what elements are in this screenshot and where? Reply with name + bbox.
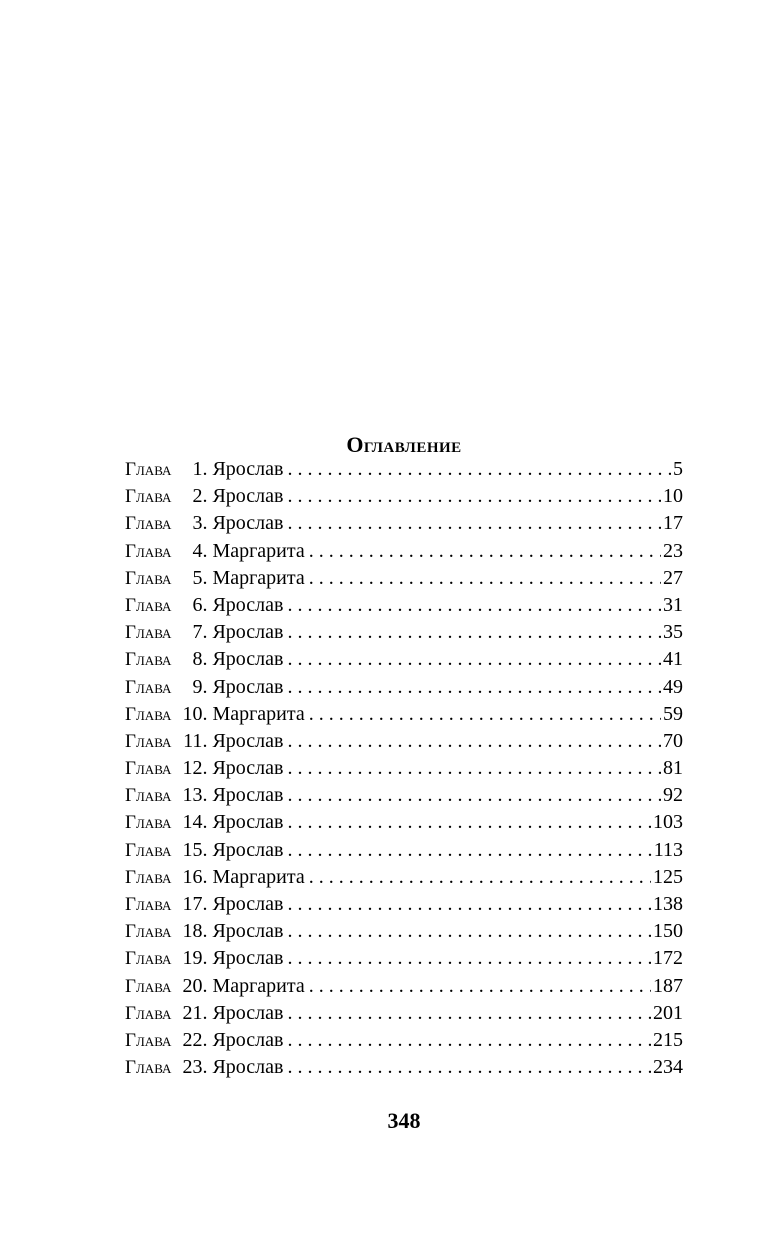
chapter-title: Ярослав: [212, 1056, 284, 1079]
chapter-title: Ярослав: [212, 893, 284, 915]
chapter-number: 15: [182, 838, 203, 861]
chapter-number: 5: [192, 566, 203, 589]
toc-entry-18: [125, 918, 683, 945]
chapter-separator: .: [202, 838, 208, 861]
dot-leader: [283, 1054, 651, 1081]
toc-entry-10: [125, 701, 683, 728]
chapter-label: Глава: [125, 730, 172, 752]
dot-leader: [283, 891, 651, 918]
chapter-number: 22: [182, 1028, 203, 1051]
toc-entry-16: [125, 864, 683, 891]
chapter-number: 19: [182, 947, 203, 970]
chapter-label: Глава: [125, 1029, 172, 1051]
chapter-title: Маргарита: [212, 566, 305, 589]
chapter-title: Ярослав: [212, 458, 284, 480]
chapter-separator: .: [202, 784, 208, 807]
chapter-page-number: 70: [663, 729, 683, 752]
chapter-page-number: 35: [663, 621, 683, 644]
chapter-label: Глава: [125, 567, 172, 589]
dot-leader: [283, 510, 661, 537]
chapter-page-number: 234: [653, 1056, 683, 1079]
toc-entry-12: [125, 755, 683, 782]
chapter-page-number: 215: [653, 1028, 683, 1051]
dot-leader: [305, 538, 661, 565]
chapter-title: Ярослав: [212, 757, 284, 780]
chapter-separator: .: [202, 566, 208, 589]
chapter-number: 17: [182, 893, 203, 915]
chapter-separator: .: [202, 485, 208, 508]
chapter-title: Ярослав: [212, 920, 284, 943]
toc-entry-15: [125, 837, 683, 864]
chapter-number: 7: [192, 621, 203, 644]
chapter-page-number: 172: [653, 947, 683, 970]
dot-leader: [283, 483, 661, 510]
chapter-separator: .: [202, 539, 208, 562]
chapter-label: Глава: [125, 1002, 172, 1024]
chapter-title: Ярослав: [212, 621, 284, 644]
chapter-number: 1: [192, 458, 203, 480]
chapter-number: 18: [182, 920, 203, 943]
chapter-label: Глава: [125, 948, 172, 970]
dot-leader: [283, 1027, 651, 1054]
chapter-label: Глава: [125, 676, 172, 698]
toc-entry-1: [125, 456, 683, 483]
dot-leader: [283, 809, 651, 836]
chapter-label: Глава: [125, 921, 172, 943]
chapter-page-number: 138: [653, 893, 683, 915]
chapter-page-number: 113: [653, 838, 683, 861]
chapter-page-number: 10: [663, 485, 683, 508]
chapter-number: 4: [192, 539, 203, 562]
dot-leader: [305, 973, 651, 1000]
toc-entry-4: [125, 538, 683, 565]
toc-entry-8: [125, 646, 683, 673]
chapter-separator: .: [202, 865, 208, 888]
chapter-label: Глава: [125, 486, 172, 508]
chapter-label: Глава: [125, 894, 172, 915]
chapter-number: 21: [182, 1001, 203, 1024]
chapter-title: Ярослав: [212, 648, 284, 671]
chapter-separator: .: [202, 621, 208, 644]
chapter-title: Ярослав: [212, 947, 284, 970]
chapter-separator: .: [202, 458, 208, 480]
dot-leader: [283, 837, 651, 864]
chapter-page-number: 59: [663, 702, 683, 725]
chapter-number: 20: [182, 974, 203, 997]
chapter-page-number: 187: [653, 974, 683, 997]
page-number: 348: [387, 1108, 421, 1133]
chapter-separator: .: [202, 512, 208, 535]
chapter-page-number: 92: [663, 784, 683, 807]
chapter-page-number: 23: [663, 539, 683, 562]
chapter-title: Ярослав: [212, 593, 284, 616]
chapter-number: 10: [182, 702, 203, 725]
chapter-label: Глава: [125, 812, 172, 834]
chapter-label: Глава: [125, 758, 172, 780]
dot-leader: [283, 456, 671, 483]
dot-leader: [283, 674, 661, 701]
chapter-page-number: 125: [653, 865, 683, 888]
toc-entry-3: [125, 510, 683, 537]
chapter-page-number: 150: [653, 920, 683, 943]
dot-leader: [305, 701, 661, 728]
chapter-label: Глава: [125, 459, 172, 480]
chapter-title: Ярослав: [212, 512, 284, 535]
chapter-page-number: 27: [663, 566, 683, 589]
chapter-title: Ярослав: [212, 811, 284, 834]
chapter-title: Маргарита: [212, 702, 305, 725]
toc-title: Оглавление: [346, 431, 462, 457]
chapter-number: 16: [182, 865, 203, 888]
chapter-page-number: 41: [663, 648, 683, 671]
chapter-number: 2: [192, 485, 203, 508]
chapter-separator: .: [202, 1028, 208, 1051]
dot-leader: [283, 646, 661, 673]
chapter-title: Ярослав: [212, 838, 284, 861]
dot-leader: [283, 619, 661, 646]
chapter-page-number: 81: [663, 757, 683, 780]
chapter-separator: .: [202, 757, 208, 780]
chapter-number: 11: [183, 729, 203, 752]
chapter-separator: .: [202, 675, 208, 698]
dot-leader: [283, 945, 651, 972]
toc-entry-23: [125, 1054, 683, 1081]
chapter-title: Маргарита: [212, 865, 305, 888]
dot-leader: [305, 565, 661, 592]
chapter-page-number: 201: [653, 1001, 683, 1024]
chapter-number: 3: [192, 512, 203, 535]
chapter-number: 23: [182, 1056, 203, 1079]
chapter-number: 13: [182, 784, 203, 807]
chapter-number: 8: [192, 648, 203, 671]
chapter-separator: .: [202, 593, 208, 616]
chapter-label: Глава: [125, 785, 172, 807]
chapter-label: Глава: [125, 703, 172, 725]
toc-entry-14: [125, 809, 683, 836]
dot-leader: [305, 864, 651, 891]
chapter-number: 9: [192, 675, 203, 698]
toc-entry-22: [125, 1027, 683, 1054]
chapter-label: Глава: [125, 649, 172, 671]
dot-leader: [283, 782, 661, 809]
toc-entry-2: [125, 483, 683, 510]
chapter-number: 6: [192, 593, 203, 616]
chapter-page-number: 103: [653, 811, 683, 834]
chapter-separator: .: [202, 1001, 208, 1024]
dot-leader: [283, 1000, 651, 1027]
chapter-number: 14: [182, 811, 203, 834]
toc-entry-20: [125, 973, 683, 1000]
chapter-separator: .: [202, 893, 208, 915]
dot-leader: [283, 918, 651, 945]
toc-list: [125, 456, 683, 1081]
chapter-separator: .: [202, 1056, 208, 1079]
toc-entry-7: [125, 619, 683, 646]
chapter-label: Глава: [125, 975, 172, 997]
toc-entry-13: [125, 782, 683, 809]
chapter-title: Ярослав: [212, 675, 284, 698]
chapter-title: Ярослав: [212, 485, 284, 508]
chapter-page-number: 49: [663, 675, 683, 698]
chapter-label: Глава: [125, 866, 172, 888]
toc-entry-6: [125, 592, 683, 619]
dot-leader: [283, 728, 661, 755]
chapter-label: Глава: [125, 540, 172, 562]
chapter-label: Глава: [125, 839, 172, 861]
toc-entry-19: [125, 945, 683, 972]
chapter-label: Глава: [125, 513, 172, 535]
toc-entry-11: [125, 728, 683, 755]
toc-entry-17: [125, 891, 683, 918]
toc-entry-5: [125, 565, 683, 592]
chapter-label: Глава: [125, 594, 172, 616]
chapter-title: Ярослав: [212, 1028, 284, 1051]
chapter-page-number: 17: [663, 512, 683, 535]
chapter-separator: .: [202, 702, 208, 725]
chapter-page-number: 31: [663, 593, 683, 616]
toc-entry-21: [125, 1000, 683, 1027]
chapter-page-number: 5: [673, 458, 683, 480]
chapter-separator: .: [202, 947, 208, 970]
chapter-separator: .: [202, 811, 208, 834]
chapter-separator: .: [202, 729, 208, 752]
toc-entry-9: [125, 674, 683, 701]
chapter-title: Маргарита: [212, 539, 305, 562]
chapter-label: Глава: [125, 622, 172, 644]
chapter-number: 12: [182, 757, 203, 780]
chapter-separator: .: [202, 974, 208, 997]
chapter-separator: .: [202, 648, 208, 671]
dot-leader: [283, 755, 661, 782]
dot-leader: [283, 592, 661, 619]
chapter-title: Ярослав: [212, 784, 284, 807]
chapter-title: Маргарита: [212, 974, 305, 997]
chapter-separator: .: [202, 920, 208, 943]
chapter-title: Ярослав: [212, 729, 284, 752]
chapter-label: Глава: [125, 1057, 172, 1079]
chapter-title: Ярослав: [212, 1001, 284, 1024]
